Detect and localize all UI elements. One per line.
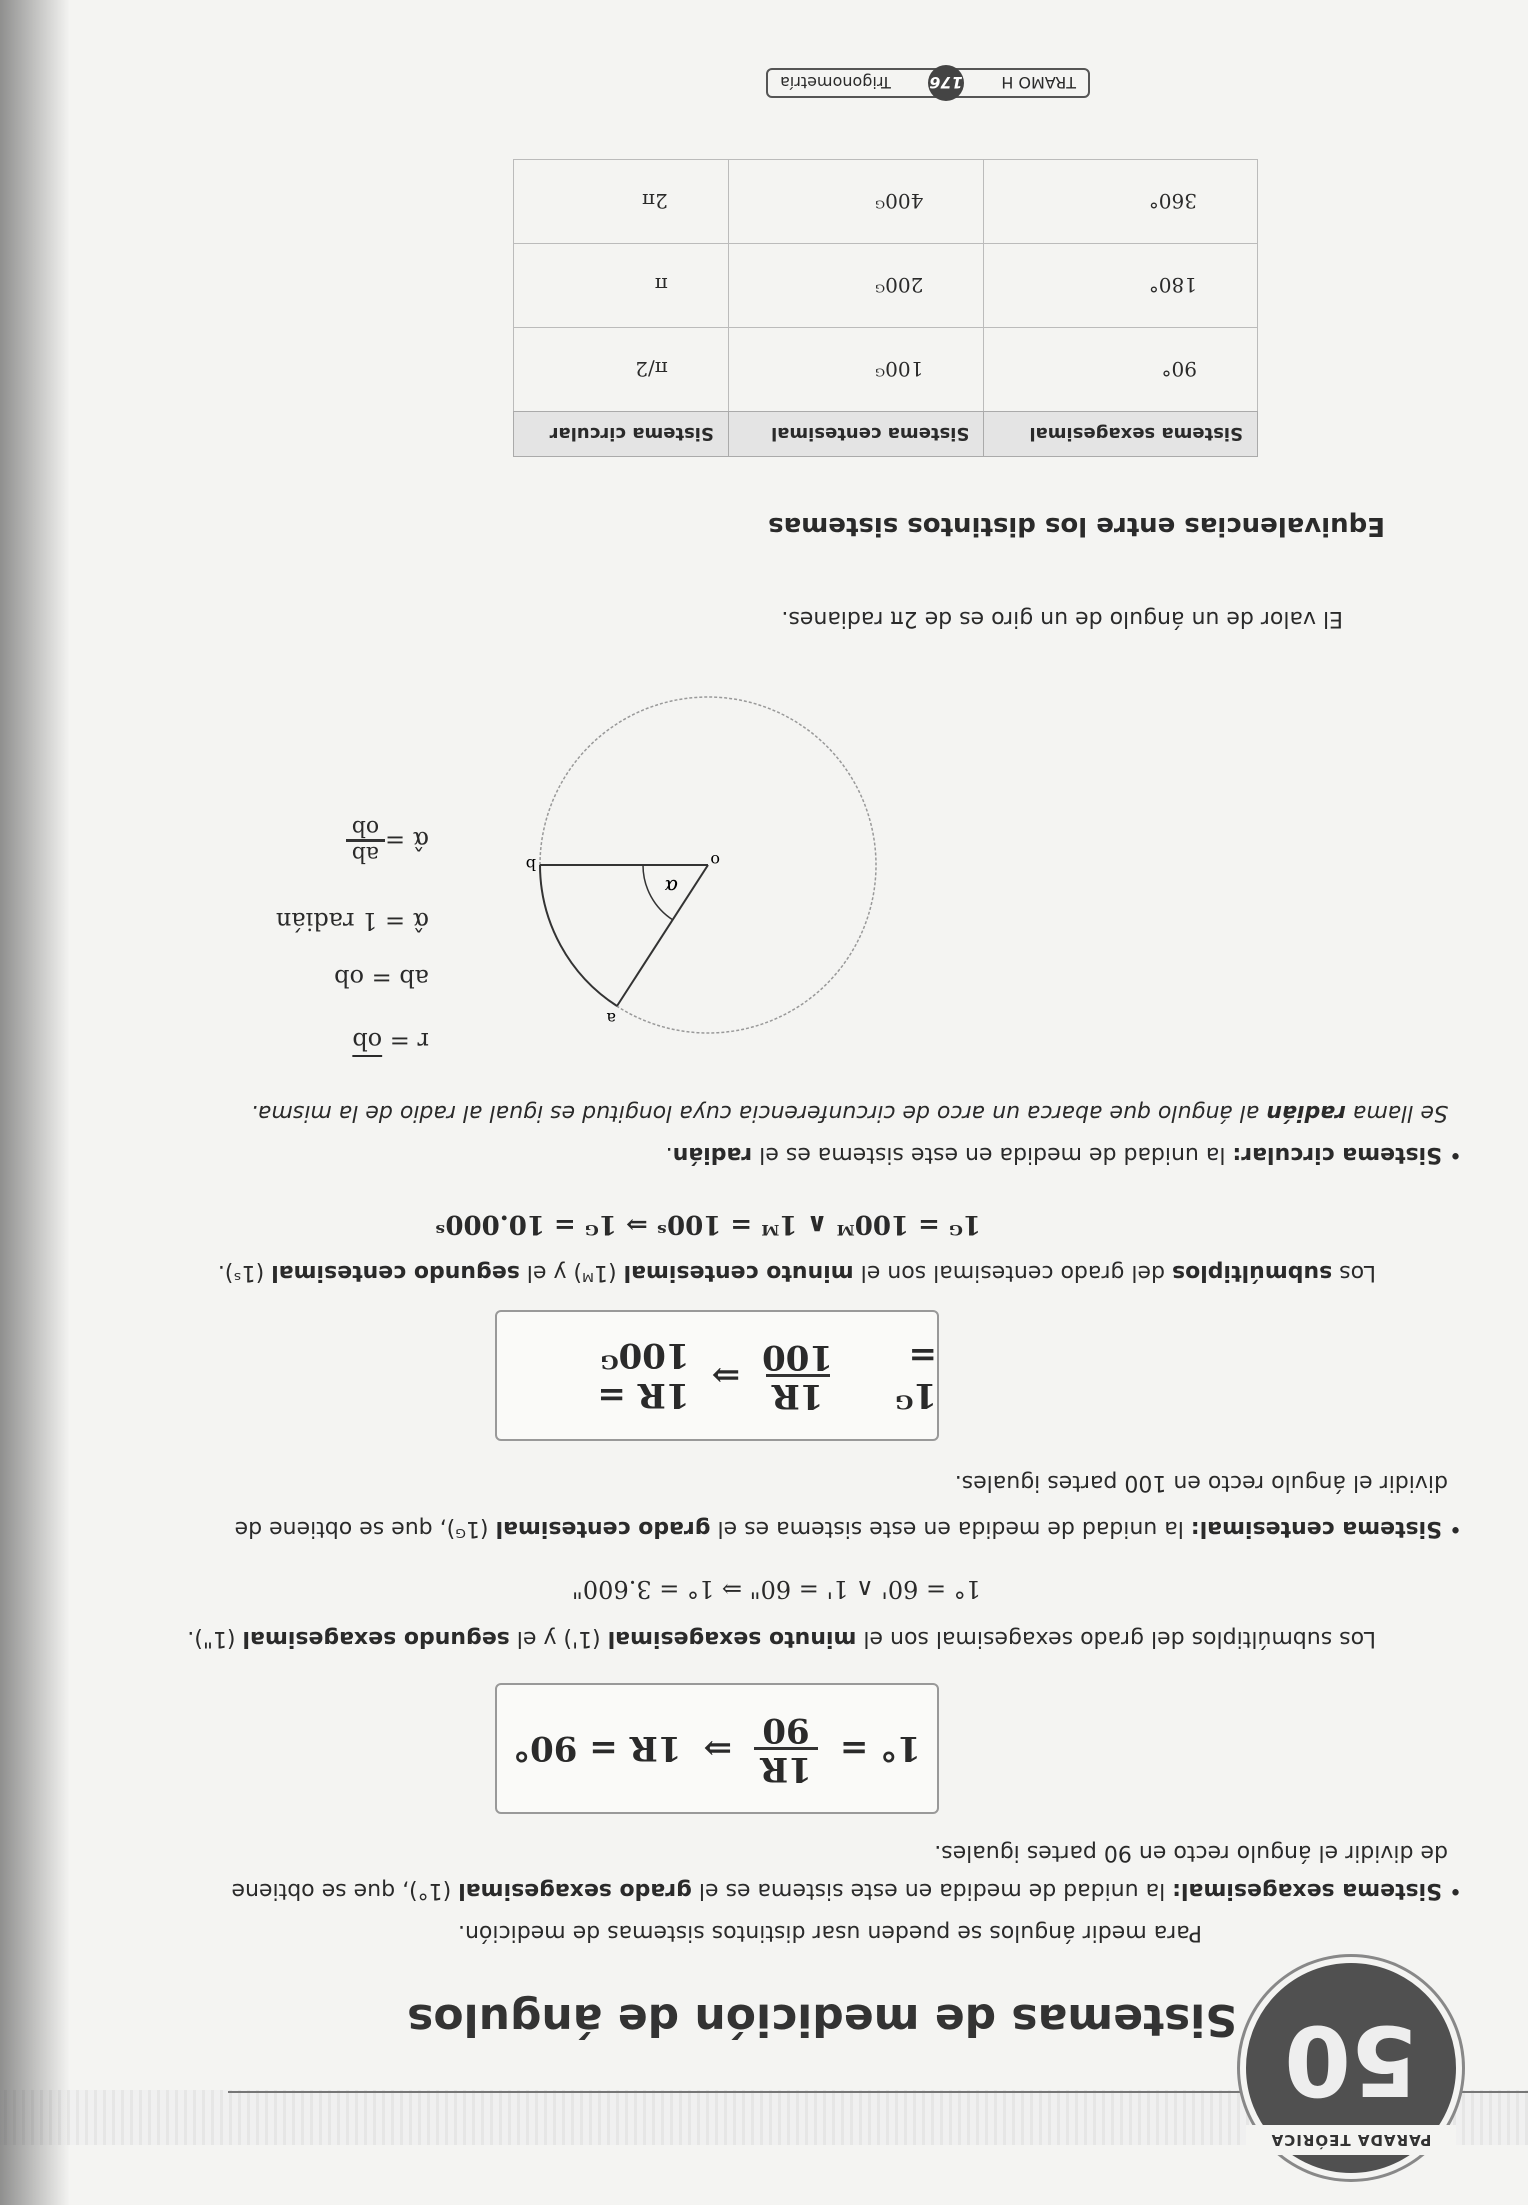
table-cell: π/2	[514, 328, 729, 412]
table-row	[514, 160, 1258, 244]
sexagesimal-equation: 1° = 60' ∧ 1' = 60" ⇒ 1° = 3.600"	[571, 1575, 981, 1603]
table-row	[514, 244, 1258, 328]
table-cell: 400ᴳ	[728, 160, 983, 244]
table-cell: 360°	[984, 160, 1258, 244]
intro-text: Para medir ángulos se pueden usar distintos sistemas de medición.	[458, 1920, 1202, 1945]
sexagesimal-formula-box: 1° = 1R 90 ⇒ 1R = 90°	[495, 1683, 939, 1814]
equivalences-table	[513, 159, 1258, 457]
page-footer	[766, 68, 1090, 98]
formula-alpha-ratio: α̂ = ab ob	[346, 816, 429, 865]
label-alpha: α	[664, 875, 678, 899]
col-header: Sistema sexagesimal	[984, 412, 1258, 457]
formula-arc: ab = ob	[334, 964, 429, 992]
radian-definition: Se llama radián al ángulo que abarca un arco de circunferencia cuya longitud es igual al radio de la misma.	[250, 1100, 1448, 1125]
equivalences-heading: Equivalencias entre los distintos sistemas	[768, 511, 1385, 541]
sexagesimal-line2: de dividir el ángulo recto en 90 partes iguales.	[934, 1840, 1448, 1865]
label-a: a	[606, 1009, 616, 1028]
page-number: 176	[928, 65, 964, 101]
centesimal-submultiples: Los submúltiplos del grado centesimal son el minuto centesimal (1ᴹ) y el segundo centesimal (1ˢ).	[217, 1260, 1376, 1285]
page-title: Sistemas de medición de ángulos	[407, 1994, 1237, 2045]
giro-text: El valor de un ángulo de un giro es de 2π radianes.	[781, 606, 1343, 631]
circular-bullet: • Sistema circular: la unidad de medida en este sistema es el radián.	[665, 1142, 1462, 1167]
table-cell: 2π	[514, 160, 729, 244]
label-b: b	[525, 855, 536, 874]
radius-oa	[617, 865, 708, 1006]
sexagesimal-bullet: • Sistema sexagesimal: la unidad de medida en este sistema es el grado sexagesimal (1°), que se obtiene	[231, 1878, 1462, 1903]
badge-label: PARADA TEÓRICA	[1246, 2125, 1456, 2155]
col-header: Sistema centesimal	[728, 412, 983, 457]
centesimal-equation: 1ᴳ = 100ᴹ ∧ 1ᴹ = 100ˢ ⇒ 1ᴳ = 10.000ˢ	[435, 1209, 981, 1239]
formula-one-radian: α̂ = 1 radián	[275, 907, 429, 935]
centesimal-formula-box: 1ᴳ = 1R 100 ⇒ 1R = 100ᴳ	[495, 1310, 939, 1441]
footer-subject: Trigonometría	[780, 73, 891, 93]
centesimal-line2: dividir el ángulo recto en 100 partes iguales.	[954, 1470, 1448, 1495]
badge-number: 50	[1284, 2004, 1418, 2116]
table-cell: 90°	[984, 328, 1258, 412]
section-badge	[1240, 1957, 1462, 2179]
table-cell: π	[514, 244, 729, 328]
col-header: Sistema circular	[514, 412, 729, 457]
sexagesimal-submultiples: Los submúltiplos del grado sexagesimal son el minuto sexagesimal (1') y el segundo sexagesimal (1").	[187, 1626, 1376, 1651]
footer-section: TRAMO H	[1001, 73, 1076, 93]
table-cell: 200ᴳ	[728, 244, 983, 328]
table-row	[514, 328, 1258, 412]
table-cell: 100ᴳ	[728, 328, 983, 412]
radian-circle-diagram	[525, 685, 888, 1045]
formula-r: $r = \overline{ob}$	[352, 1027, 429, 1055]
centesimal-bullet: • Sistema centesimal: la unidad de medida en este sistema es el grado centesimal (1ᴳ), que se obtiene de	[234, 1516, 1462, 1541]
label-o: o	[710, 851, 720, 870]
arc-ab	[540, 865, 617, 1006]
binding-shadow	[0, 0, 70, 2205]
table-cell: 180°	[984, 244, 1258, 328]
table-header-row	[514, 412, 1258, 457]
